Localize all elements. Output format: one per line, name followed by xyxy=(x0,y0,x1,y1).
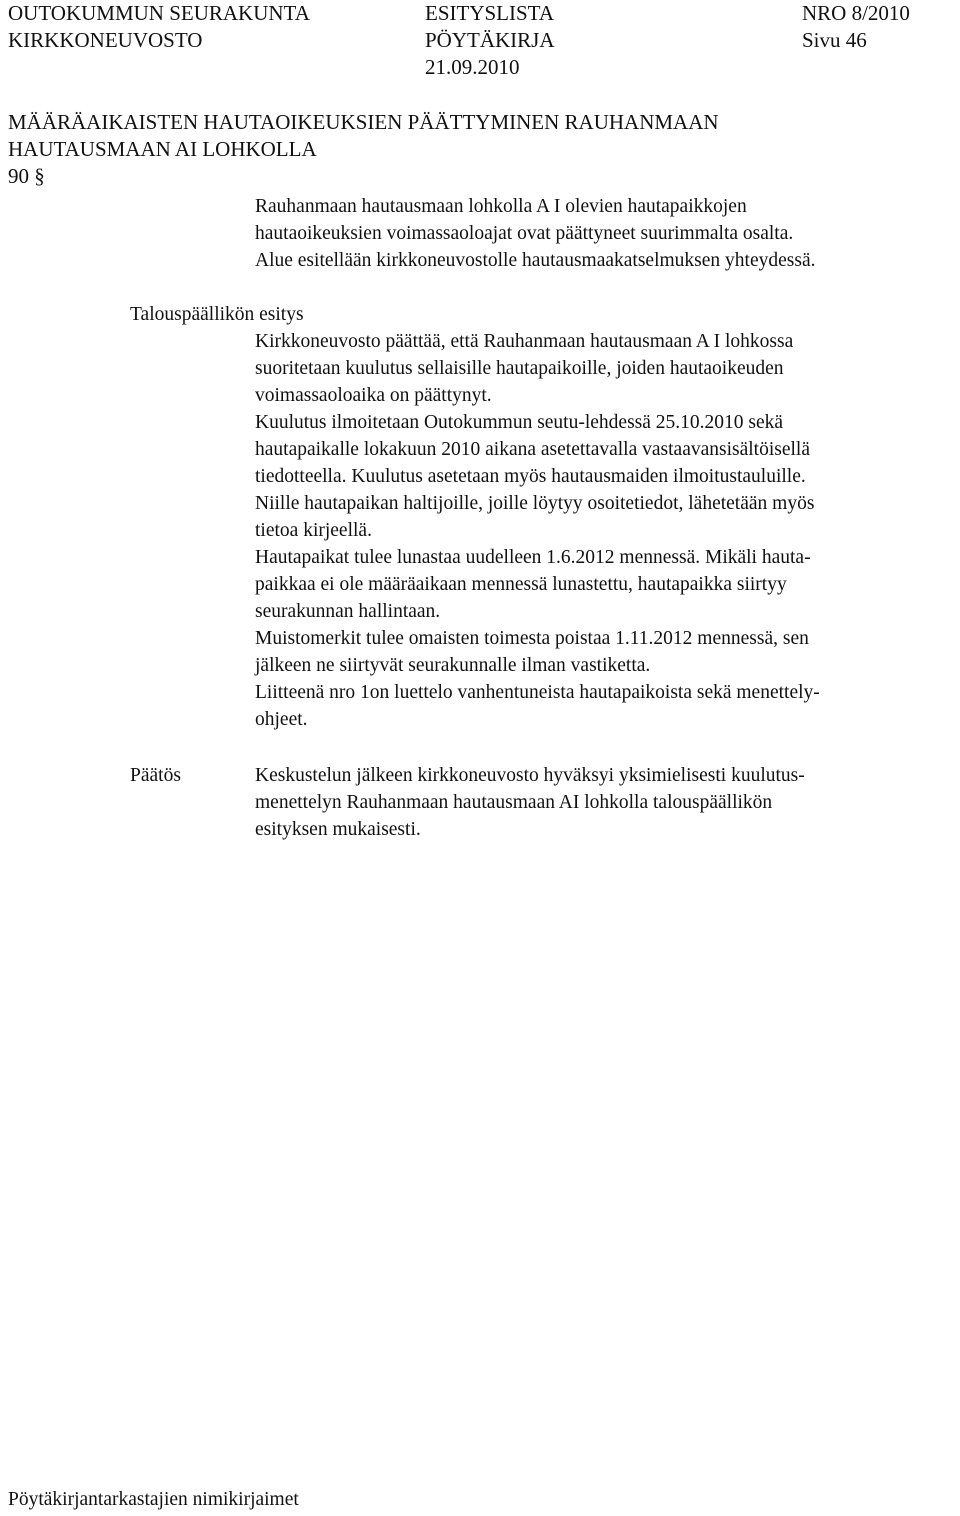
intro-line: Rauhanmaan hautausmaan lohkolla A I olevien hautapaikkojen xyxy=(255,196,747,217)
proposal-line: Hautapaikat tulee lunastaa uudelleen 1.6.2012 mennessä. Mikäli hauta- xyxy=(255,547,811,568)
header-page: Sivu 46 xyxy=(802,28,867,52)
intro-line: hautaoikeuksien voimassaoloajat ovat päättyneet suurimmalta osalta. xyxy=(255,223,794,244)
proposal-paragraph xyxy=(255,328,935,733)
proposal-line: jälkeen ne siirtyvät seurakunnalle ilman vastiketta. xyxy=(255,655,651,676)
proposal-line: Muistomerkit tulee omaisten toimesta poistaa 1.11.2012 mennessä, sen xyxy=(255,628,809,649)
footer-signatures: Pöytäkirjantarkastajien nimikirjaimet xyxy=(8,1489,299,1510)
proposal-line: voimassaoloaika on päättynyt. xyxy=(255,385,492,406)
item-title-line-2: HAUTAUSMAAN AI LOHKOLLA xyxy=(8,137,317,161)
proposal-line: tietoa kirjeellä. xyxy=(255,520,372,541)
proposal-line: Liitteenä nro 1on luettelo vanhentuneista hautapaikoista sekä menettely- xyxy=(255,682,820,703)
proposal-line: hautapaikalle lokakuun 2010 aikana asetettavalla vastaavansisältöisellä xyxy=(255,439,810,460)
intro-line: Alue esitellään kirkkoneuvostolle hautausmaakatselmuksen yhteydessä. xyxy=(255,250,816,271)
proposal-label: Talouspäällikön esitys xyxy=(130,304,304,325)
header-doc-type-agenda: ESITYSLISTA xyxy=(425,1,554,25)
header-date: 21.09.2010 xyxy=(425,55,520,79)
item-title-line-1: MÄÄRÄAIKAISTEN HAUTAOIKEUKSIEN PÄÄTTYMINEN RAUHANMAAN xyxy=(8,110,719,134)
proposal-line: Kirkkoneuvosto päättää, että Rauhanmaan hautausmaan A I lohkossa xyxy=(255,331,794,352)
header-body: KIRKKONEUVOSTO xyxy=(8,28,203,52)
header-doc-type-minutes: PÖYTÄKIRJA xyxy=(425,28,555,52)
decision-paragraph xyxy=(255,762,935,843)
proposal-line: Niille hautapaikan haltijoille, joille löytyy osoitetiedot, lähetetään myös xyxy=(255,493,815,514)
proposal-line: Kuulutus ilmoitetaan Outokummun seutu-lehdessä 25.10.2010 sekä xyxy=(255,412,784,433)
decision-line: esityksen mukaisesti. xyxy=(255,819,421,840)
proposal-line: suoritetaan kuulutus sellaisille hautapaikoille, joiden hautaoikeuden xyxy=(255,358,784,379)
intro-paragraph xyxy=(255,193,935,274)
header-number: NRO 8/2010 xyxy=(802,1,910,25)
decision-label: Päätös xyxy=(130,765,181,786)
proposal-line: ohjeet. xyxy=(255,709,308,730)
decision-line: Keskustelun jälkeen kirkkoneuvosto hyväksyi yksimielisesti kuulutus- xyxy=(255,765,805,786)
header-org: OUTOKUMMUN SEURAKUNTA xyxy=(8,1,310,25)
proposal-line: tiedotteella. Kuulutus asetetaan myös hautausmaiden ilmoitustauluille. xyxy=(255,466,806,487)
section-number: 90 § xyxy=(8,164,45,188)
proposal-line: paikkaa ei ole määräaikaan mennessä lunastettu, hautapaikka siirtyy xyxy=(255,574,787,595)
proposal-line: seurakunnan hallintaan. xyxy=(255,601,441,622)
decision-line: menettelyn Rauhanmaan hautausmaan AI lohkolla talouspäällikön xyxy=(255,792,773,813)
